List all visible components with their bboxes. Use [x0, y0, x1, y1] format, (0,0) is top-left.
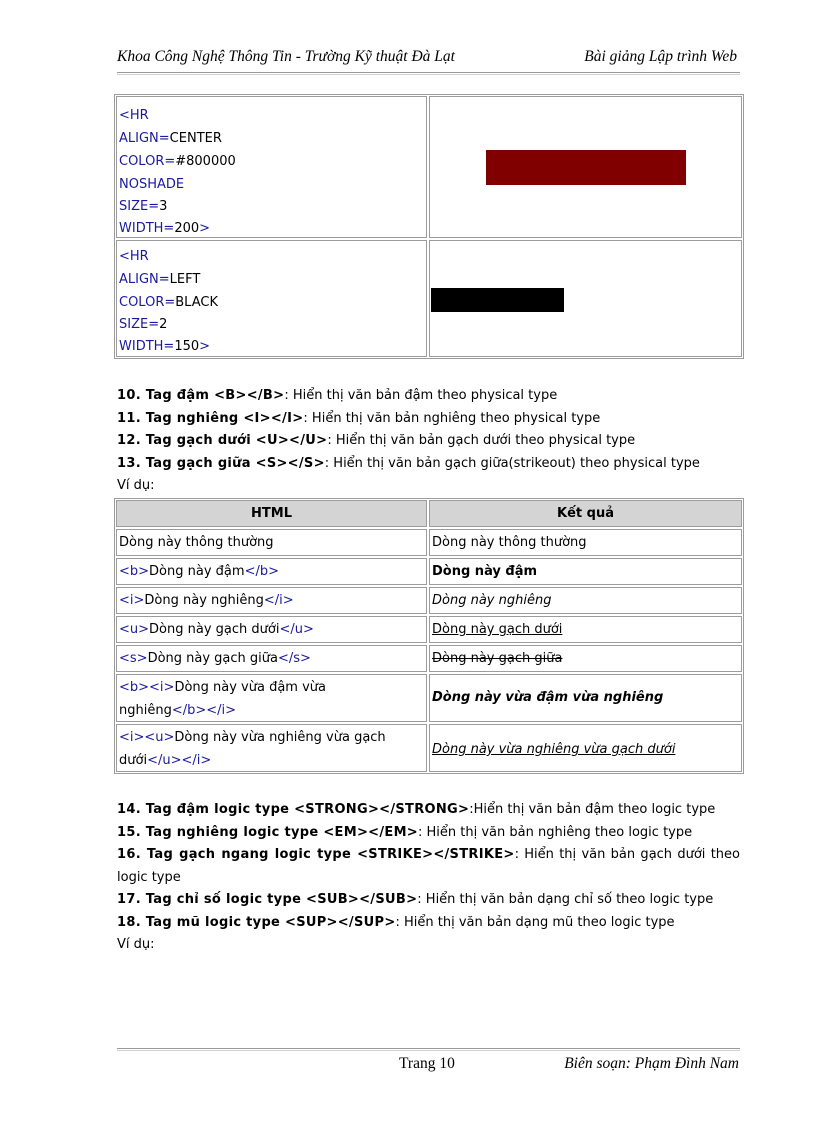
hr-render-maroon — [486, 150, 686, 185]
tag-list-logic — [117, 799, 740, 957]
table-row-html: <u>Dòng này gạch dưới</u> — [116, 616, 427, 643]
table-row-result: Dòng này gạch giữa — [429, 645, 742, 672]
hr-example-table — [114, 94, 744, 359]
example-label: Ví dụ: — [117, 478, 155, 493]
code-line: COLOR=#800000 — [119, 154, 236, 169]
column-header-html: HTML — [116, 500, 427, 527]
table-row-html: <b><i>Dòng này vừa đậm vừa nghiêng</b></i> — [116, 674, 427, 722]
table-row-result: Dòng này gạch dưới — [429, 616, 742, 643]
page-header — [117, 46, 739, 70]
column-header-result: Kết quả — [429, 500, 742, 527]
table-row-html: Dòng này thông thường — [116, 529, 427, 556]
tag-list-physical — [117, 385, 740, 498]
hr-render-black — [431, 288, 564, 312]
table-row-result: Dòng này vừa đậm vừa nghiêng — [429, 674, 742, 722]
table-row-html: <i>Dòng này nghiêng</i> — [116, 587, 427, 614]
hr-code-cell-1 — [116, 96, 427, 238]
list-item: 12. Tag gạch dưới <U></U>: Hiển thị văn bản gạch dưới theo physical type — [117, 433, 636, 448]
table-row-result: Dòng này nghiêng — [429, 587, 742, 614]
hr-result-cell-2 — [429, 240, 742, 357]
list-item: 16. Tag gạch ngang logic type <STRIKE></STRIKE>: Hiển thị văn bản gạch dưới theo logic type — [117, 847, 740, 885]
header-rule — [117, 72, 740, 75]
format-example-table — [114, 498, 744, 774]
table-row-html: <b>Dòng này đậm</b> — [116, 558, 427, 585]
example-label: Ví dụ: — [117, 937, 155, 952]
list-item: 10. Tag đậm <B></B>: Hiển thị văn bản đậm theo physical type — [117, 388, 558, 403]
code-line: WIDTH=200> — [119, 221, 211, 236]
header-institution: Khoa Công Nghệ Thông Tin - Trường Kỹ thuật Đà Lạt — [117, 48, 455, 65]
code-line: WIDTH=150> — [119, 339, 211, 354]
footer-rule — [117, 1048, 740, 1051]
code-line: COLOR=BLACK — [119, 295, 218, 310]
list-item: 18. Tag mũ logic type <SUP></SUP>: Hiển thị văn bản dạng mũ theo logic type — [117, 914, 675, 930]
list-item: 11. Tag nghiêng <I></I>: Hiển thị văn bản nghiêng theo physical type — [117, 410, 601, 426]
code-line: ALIGN=CENTER — [119, 131, 222, 146]
table-row-result: Dòng này vừa nghiêng vừa gạch dưới — [429, 724, 742, 772]
table-row-html: <i><u>Dòng này vừa nghiêng vừa gạch dưới</u></i> — [116, 724, 427, 772]
code-line: SIZE=3 — [119, 199, 168, 214]
header-course-title: Bài giảng Lập trình Web — [584, 48, 737, 65]
list-item: 17. Tag chỉ số logic type <SUB></SUB>: Hiển thị văn bản dạng chỉ số theo logic type — [117, 892, 714, 907]
table-row-result: Dòng này thông thường — [429, 529, 742, 556]
code-line: <HR — [119, 108, 149, 123]
list-item: 15. Tag nghiêng logic type <EM></EM>: Hiển thị văn bản nghiêng theo logic type — [117, 824, 693, 840]
list-item: 14. Tag đậm logic type <STRONG></STRONG>:Hiển thị văn bản đậm theo logic type — [117, 802, 716, 817]
footer-author: Biên soạn: Phạm Đình Nam — [564, 1055, 739, 1072]
list-item: 13. Tag gạch giữa <S></S>: Hiển thị văn bản gạch giữa(strikeout) theo physical type — [117, 455, 700, 471]
hr-code-cell-2 — [116, 240, 427, 357]
table-row-result: Dòng này đậm — [429, 558, 742, 585]
code-line: SIZE=2 — [119, 317, 168, 332]
hr-result-cell-1 — [429, 96, 742, 238]
code-line: NOSHADE — [119, 177, 185, 192]
code-line: <HR — [119, 249, 149, 264]
page-number: Trang 10 — [399, 1055, 455, 1072]
table-row-html: <s>Dòng này gạch giữa</s> — [116, 645, 427, 672]
code-line: ALIGN=LEFT — [119, 272, 201, 287]
